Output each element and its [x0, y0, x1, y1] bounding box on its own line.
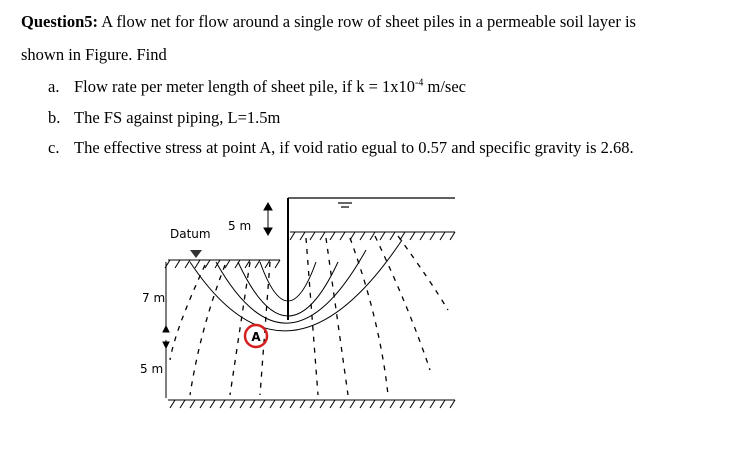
upstream-ground-hatch	[165, 260, 280, 268]
question-number: Question5:	[21, 12, 99, 31]
point-a-marker	[245, 325, 267, 347]
flow-net-figure	[130, 190, 470, 420]
datum-label: Datum	[170, 227, 211, 241]
pile-depth-label: 7 m	[142, 291, 166, 305]
question-item-a	[48, 77, 466, 97]
impermeable-base-hatch	[168, 400, 455, 408]
datum-marker-icon	[190, 250, 202, 258]
item-b-text: The FS against piping, L=1.5m	[74, 108, 281, 127]
question-heading-line	[21, 12, 636, 32]
item-c-text: The effective stress at point A, if void ratio egual to 0.57 and specific gravity is 2.68.	[74, 138, 634, 157]
water-surface-marker	[288, 198, 455, 207]
flow-lines	[190, 240, 402, 331]
head-dimension-label: 5 m	[228, 219, 252, 233]
question-item-c	[48, 138, 634, 158]
below-dimension-label: 5 m	[140, 362, 164, 376]
item-c-marker: c.	[48, 138, 60, 157]
item-a-text: Flow rate per meter length of sheet pile, if k = 1x10	[74, 77, 416, 96]
question-item-b	[48, 108, 280, 128]
head-dimension-arrow	[264, 203, 272, 235]
point-a-label: A	[251, 330, 261, 344]
item-b-marker: b.	[48, 108, 61, 127]
question-intro-line1: A flow net for flow around a single row of sheet piles in a permeable soil layer is	[98, 12, 636, 31]
question-intro-line2: shown in Figure. Find	[21, 45, 167, 64]
item-a-marker: a.	[48, 77, 60, 96]
item-a-exponent: -4	[415, 77, 424, 89]
left-dimension-lines	[163, 262, 169, 398]
downstream-ground-hatch	[290, 232, 455, 240]
item-a-unit: m/sec	[423, 77, 467, 96]
